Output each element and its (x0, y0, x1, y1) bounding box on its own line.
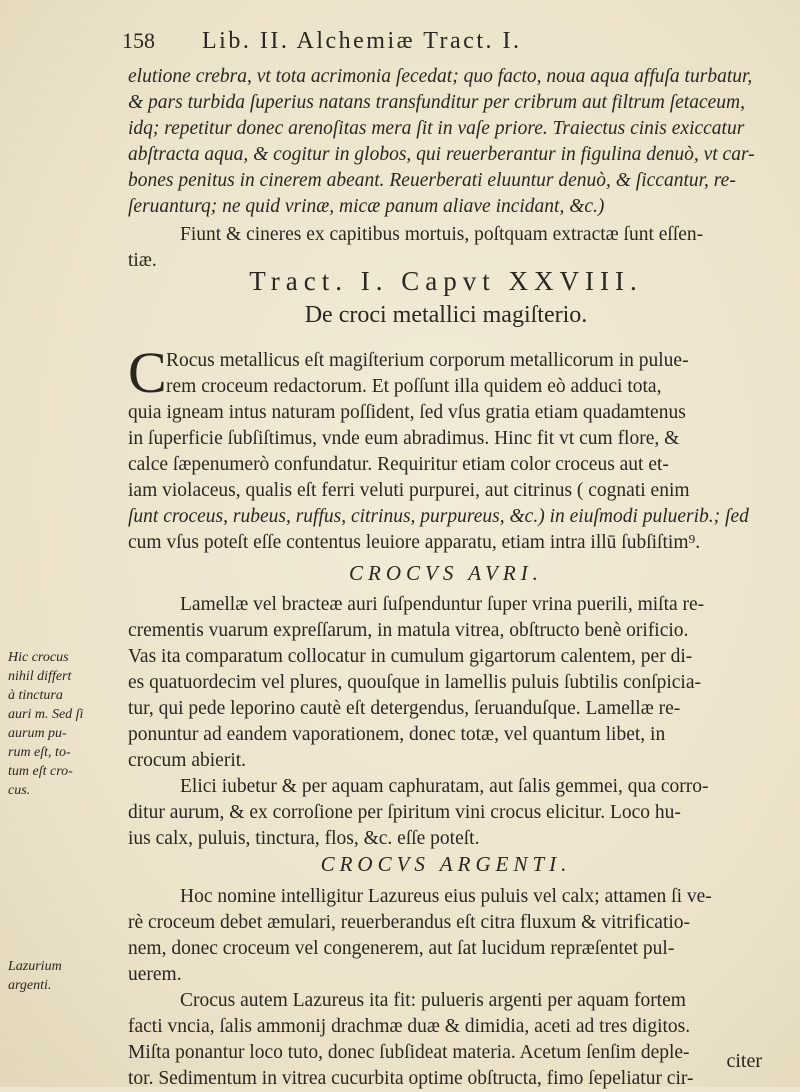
section-heading-crocus-auri: CROCVS AVRI. (349, 561, 543, 585)
drop-cap: C (128, 340, 167, 405)
margin-note-crocus-auri (8, 648, 118, 800)
text-line: idq; repetitur donec arenoſitas mera ſit in vaſe priore. Traiectus cinis exiccatur (128, 118, 745, 139)
text-line: uerem. (128, 964, 182, 985)
text-line: tur, qui pede leporino cautè eſt detergendus, ſeruanduſque. Lamellæ re- (128, 698, 681, 719)
text-line: tiæ. (128, 250, 157, 271)
text-line: crementis vuarum expreſſarum, in matula vitrea, obſtructo benè orificio. (128, 620, 689, 641)
text-line: tor. Sedimentum in vitrea cucurbita optime obſtructa, fimo ſepeliatur cir- (128, 1068, 694, 1089)
margin-note-line: à tinctura (8, 688, 63, 703)
margin-note-line: auri m. Sed ſi (8, 707, 84, 722)
margin-note-line: aurum pu- (8, 726, 67, 741)
margin-note-line: Lazurium (8, 959, 62, 974)
margin-note-line: cus. (8, 783, 31, 798)
text-line: in ſuperficie ſubſiſtimus, vnde eum abradimus. Hinc fit vt cum flore, & (128, 428, 680, 449)
text-line: ſunt croceus, rubeus, ruffus, citrinus, purpureus, &c.) in eiuſmodi puluerib.; ſed (128, 506, 749, 527)
text-line: Miſta ponantur loco tuto, donec ſubſideat materia. Acetum ſenſim deple- (128, 1042, 690, 1063)
continuation-paragraph (128, 64, 755, 220)
section-heading-crocus-argenti: CROCVS ARGENTI. (320, 852, 572, 876)
margin-note-line: rum eſt, to- (8, 745, 71, 760)
margin-note-lazurium (8, 957, 118, 995)
text-line: elutione crebra, vt tota acrimonia ſecedat; quo facto, noua aqua affuſa turbatur, (128, 66, 753, 87)
text-line: rè croceum debet æmulari, reuerberandus eſt citra fluxum & vitrificatio- (128, 912, 691, 933)
paragraph-definition (128, 340, 764, 556)
margin-note-line: nihil differt (8, 669, 72, 684)
text-line: bones penitus in cinerem abeant. Reuerberati eluuntur denuò, & ſiccantur, re- (128, 170, 736, 191)
margin-note-line: tum eſt cro- (8, 764, 73, 779)
page-number: 158 (122, 28, 155, 53)
text-line: Hoc nomine intelligitur Lazureus eius puluis vel calx; attamen ſi ve- (180, 886, 712, 907)
text-line: ditur aurum, & ex corroſione per ſpiritum vini crocus elicitur. Loco hu- (128, 802, 681, 823)
text-line: Lamellæ vel bracteæ auri ſuſpenduntur ſuper vrina puerili, miſta re- (180, 594, 705, 615)
text-line: ius calx, puluis, tinctura, flos, &c. eſſe poteſt. (128, 828, 480, 849)
paragraph-crocus-argenti (128, 884, 712, 1092)
margin-note-line: Hic crocus (8, 650, 69, 665)
text-line: nem, donec croceum vel congenerem, aut ſat lucidum repræſentet pul- (128, 938, 675, 959)
text-line: cum vſus poteſt eſſe contentus leuiore apparatu, etiam intra illū ſubſiſtim⁹. (128, 532, 701, 553)
text-line: Vas ita comparatum collocatur in cumulum gigartorum calentem, per di- (128, 646, 693, 667)
text-line: rem croceum redactorum. Et poſſunt illa quidem eò adduci tota, (166, 376, 662, 397)
text-line: abſtracta aqua, & cogitur in globos, qui reuerberantur in figulina denuò, vt car- (128, 144, 755, 165)
text-line: ponuntur ad eandem vaporationem, donec totæ, vel quantum libet, in (128, 724, 666, 745)
chapter-heading: Tract. I. Capvt XXVIII. (249, 266, 643, 296)
text-line: & pars turbida ſuperius natans transfunditur per cribrum aut filtrum ſetaceum, (128, 92, 745, 113)
text-line: es quatuordecim vel plures, quouſque in lamellis puluis ſubtilis conſpicia- (128, 672, 701, 693)
text-line: facti vncia, ſalis ammonij drachmæ duæ & dimidia, aceti ad tres digitos. (128, 1016, 691, 1037)
text-line: Fiunt & cineres ex capitibus mortuis, poſtquam extractæ ſunt eſſen- (180, 224, 704, 245)
paragraph-crocus-auri (128, 592, 708, 852)
text-line: iam violaceus, qualis eſt ferri veluti purpurei, aut citrinus ( cognati enim (128, 480, 690, 501)
text-line: crocum abierit. (128, 750, 247, 771)
page-header (122, 28, 762, 68)
text-line: Crocus autem Lazureus ita fit: pulueris argenti per aquam fortem (180, 990, 686, 1011)
text-line: Rocus metallicus eſt magiſterium corporum metallicorum in pulue- (166, 350, 689, 371)
text-line: ſeruanturq; ne quid vrinæ, micæ panum aliave incidant, &c.) (128, 196, 605, 217)
margin-note-line: argenti. (8, 978, 52, 993)
catchword: citer (726, 1050, 762, 1072)
text-line: quia igneam intus naturam poſſident, ſed vſus gratia etiam quadamtenus (128, 402, 686, 423)
running-title: Lib. II. Alchemiæ Tract. I. (202, 28, 522, 54)
text-line: Elici iubetur & per aquam caphuratam, aut ſalis gemmei, qua corro- (180, 776, 709, 797)
text-line: calce ſæpenumerò confundatur. Requiritur etiam color croceus aut et- (128, 454, 669, 475)
chapter-subtitle: De croci metallici magiſterio. (304, 302, 588, 328)
